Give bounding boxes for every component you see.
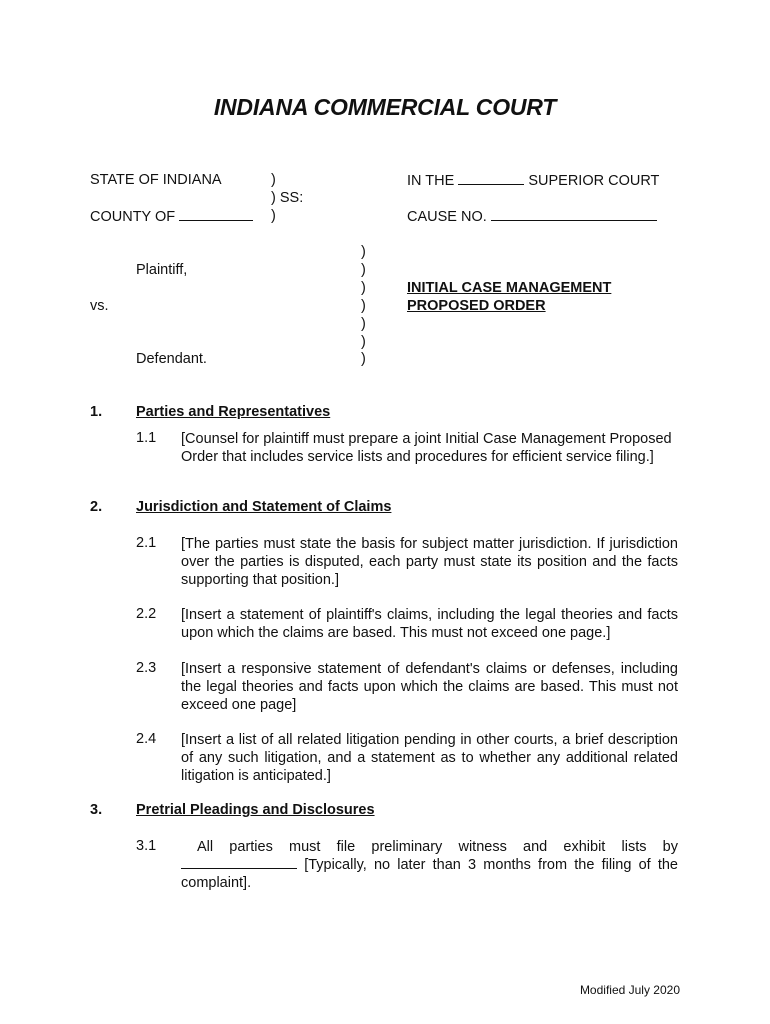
section-title: Parties and Representatives xyxy=(136,404,331,420)
item-number: 2.3 xyxy=(136,660,157,676)
caption-paren: ) xyxy=(361,262,366,278)
item-text: [Insert a statement of plaintiff's claims, including the legal theories and facts upon which the claims are based. This must not exceed one page.] xyxy=(181,607,678,641)
section-number: 1. xyxy=(90,404,103,420)
cause-field xyxy=(407,208,657,225)
item-text: [Insert a list of all related litigation pending in other courts, a brief description of any such litigation, and a statement as to whether any additional related litigation is anticipated.] xyxy=(181,732,678,784)
item-text-line1: All parties must file preliminary witness and exhibit lists by xyxy=(197,839,678,855)
cause-blank xyxy=(491,208,657,221)
county-field xyxy=(90,208,253,225)
county-label: COUNTY OF xyxy=(90,209,176,225)
page-title: INDIANA COMMERCIAL COURT xyxy=(213,94,557,120)
order-title-line1: INITIAL CASE MANAGEMENT xyxy=(407,280,612,296)
deadline-blank xyxy=(181,856,297,869)
cause-label: CAUSE NO. xyxy=(407,209,487,225)
item-number: 2.4 xyxy=(136,731,157,747)
ss-label: ) SS: xyxy=(271,190,304,206)
defendant-label: Defendant. xyxy=(136,351,207,367)
item-text: [The parties must state the basis for subject matter jurisdiction. If jurisdiction over the parties is disputed, each party must state its position and the facts supporting that position.] xyxy=(181,536,678,588)
caption-paren: ) xyxy=(361,244,366,260)
vs-label: vs. xyxy=(90,298,109,314)
item-number: 1.1 xyxy=(136,430,157,446)
item-number: 2.2 xyxy=(136,606,157,622)
item-number: 2.1 xyxy=(136,535,157,551)
caption-paren: ) xyxy=(271,208,276,224)
caption-paren: ) xyxy=(361,316,366,332)
caption-paren: ) xyxy=(361,334,366,350)
caption-paren: ) xyxy=(361,351,366,367)
item-number: 3.1 xyxy=(136,838,157,854)
section-number: 2. xyxy=(90,499,103,515)
court-blank xyxy=(458,172,524,185)
section-title: Pretrial Pleadings and Disclosures xyxy=(136,802,375,818)
county-blank xyxy=(179,208,253,221)
item-text-rest xyxy=(181,856,678,892)
item-text xyxy=(181,838,678,892)
item-text: [Insert a responsive statement of defendant's claims or defenses, including the legal theories and facts upon which the claims are based. This must not exceed one page] xyxy=(181,661,678,713)
caption-paren: ) xyxy=(361,298,366,314)
item-text: [Counsel for plaintiff must prepare a joint Initial Case Management Proposed Order that includes service lists and procedures for efficient service filing.] xyxy=(181,431,672,465)
section-title: Jurisdiction and Statement of Claims xyxy=(136,499,392,515)
court-field xyxy=(407,172,659,189)
plaintiff-label: Plaintiff, xyxy=(136,262,188,278)
state-label: STATE OF INDIANA xyxy=(90,172,222,188)
caption-paren: ) xyxy=(271,172,276,188)
caption-paren: ) xyxy=(361,280,366,296)
order-title-line2: PROPOSED ORDER xyxy=(407,298,546,314)
court-prefix: IN THE xyxy=(407,173,455,189)
footer-modified: Modified July 2020 xyxy=(579,983,680,997)
item-text-tail: [Typically, no later than 3 months from the filing of the complaint]. xyxy=(181,857,679,891)
court-suffix: SUPERIOR COURT xyxy=(528,173,660,189)
section-number: 3. xyxy=(90,802,103,818)
